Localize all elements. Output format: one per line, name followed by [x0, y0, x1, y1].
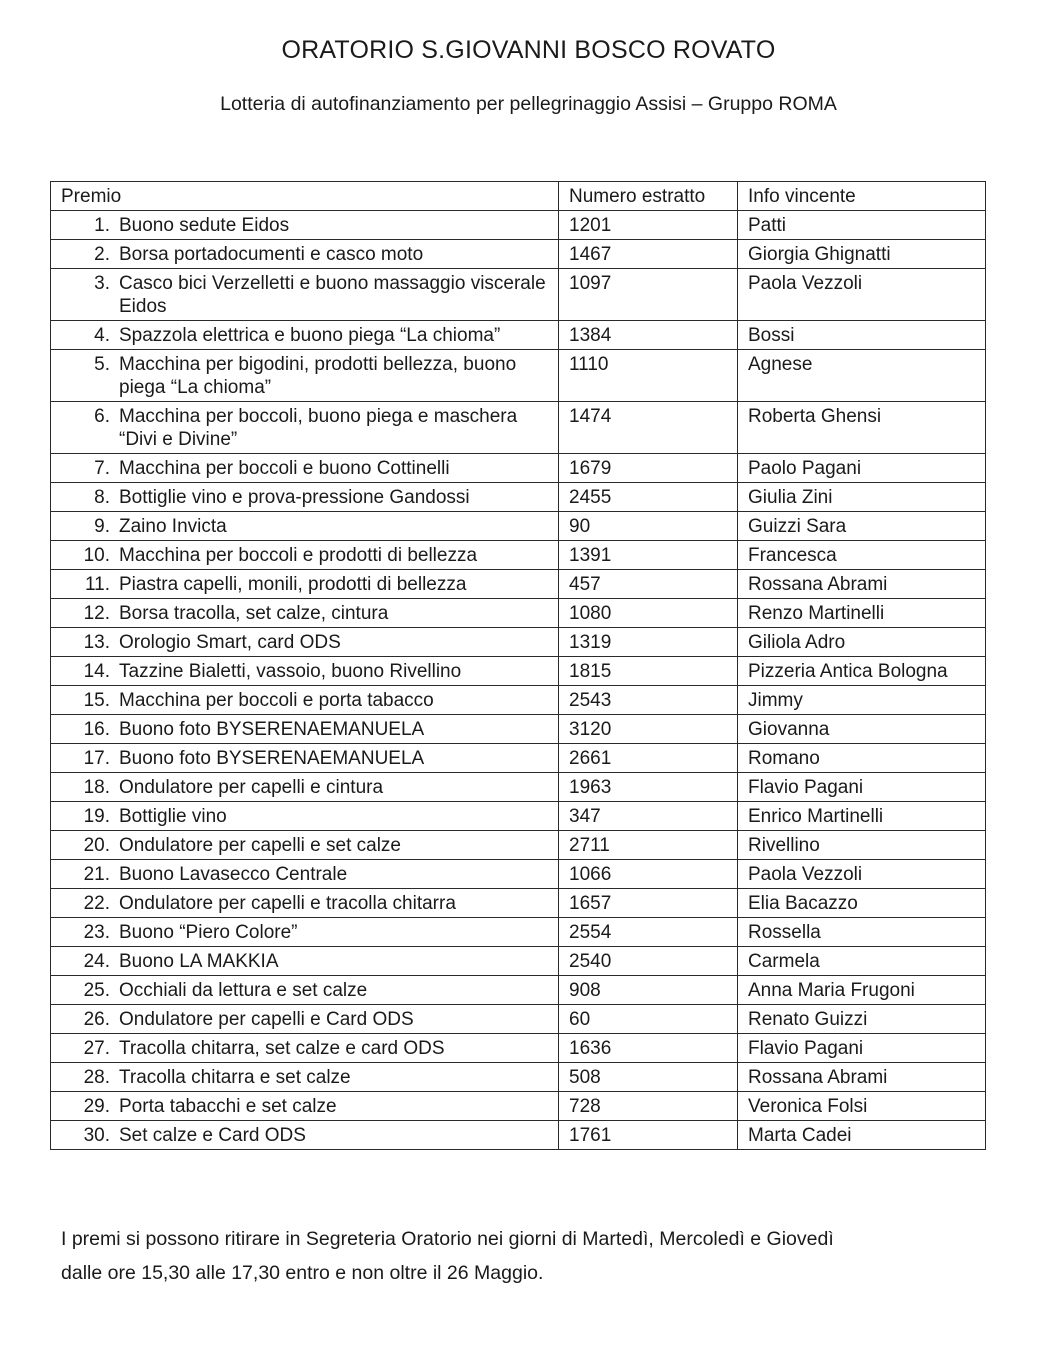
prize-description: Orologio Smart, card ODS	[119, 632, 341, 653]
winner-info-cell: Rossana Abrami	[738, 570, 986, 599]
winner-info-cell: Francesca	[738, 541, 986, 570]
table-row	[51, 599, 986, 628]
prize-cell	[51, 541, 559, 570]
prize-number: 20.	[83, 835, 110, 856]
footer-note	[61, 1222, 1021, 1290]
prize-description: Macchina per boccoli e porta tabacco	[119, 690, 434, 711]
prize-cell	[51, 889, 559, 918]
table-row	[51, 686, 986, 715]
prize-cell	[51, 976, 559, 1005]
prize-number: 6.	[94, 406, 110, 427]
table-row	[51, 831, 986, 860]
prize-cell	[51, 715, 559, 744]
winner-info-cell: Rossana Abrami	[738, 1063, 986, 1092]
prize-description: Buono foto BYSERENAEMANUELA	[119, 748, 425, 769]
drawn-number-cell: 1080	[559, 599, 738, 628]
prize-number: 2.	[94, 244, 110, 265]
drawn-number-cell: 2543	[559, 686, 738, 715]
prize-description: Macchina per boccoli e buono Cottinelli	[119, 458, 450, 479]
prize-number: 9.	[94, 516, 110, 537]
prize-cell	[51, 483, 559, 512]
prize-cell	[51, 402, 559, 454]
prize-description: Macchina per boccoli e prodotti di bellezza	[119, 545, 478, 566]
prize-number: 15.	[83, 690, 110, 711]
prize-number: 11.	[84, 574, 110, 595]
drawn-number-cell: 1636	[559, 1034, 738, 1063]
winner-info-cell: Giulia Zini	[738, 483, 986, 512]
prize-cell	[51, 1005, 559, 1034]
winner-info-cell: Agnese	[738, 350, 986, 402]
table-row	[51, 240, 986, 269]
prize-cell	[51, 1034, 559, 1063]
drawn-number-cell: 90	[559, 512, 738, 541]
winner-info-cell: Paola Vezzoli	[738, 860, 986, 889]
prize-cell	[51, 454, 559, 483]
prize-number: 5.	[94, 354, 110, 375]
prize-description: Borsa portadocumenti e casco moto	[119, 244, 424, 265]
drawn-number-cell: 1761	[559, 1121, 738, 1150]
drawn-number-cell: 1657	[559, 889, 738, 918]
prize-description: Ondulatore per capelli e tracolla chitarra	[119, 893, 456, 914]
prize-number: 22.	[83, 893, 110, 914]
page-subtitle: Lotteria di autofinanziamento per pellegrinaggio Assisi – Gruppo ROMA	[220, 93, 837, 115]
prize-cell	[51, 628, 559, 657]
prize-description: Casco bici Verzelletti e buono massaggio viscerale Eidos	[119, 273, 546, 317]
winner-info-cell: Carmela	[738, 947, 986, 976]
table-row	[51, 350, 986, 402]
table-row	[51, 1063, 986, 1092]
prize-description: Bottiglie vino e prova-pressione Gandossi	[119, 487, 470, 508]
winner-info-cell: Giorgia Ghignatti	[738, 240, 986, 269]
prize-cell	[51, 350, 559, 402]
table-row	[51, 402, 986, 454]
table-row	[51, 269, 986, 321]
table-row	[51, 918, 986, 947]
drawn-number-cell: 1467	[559, 240, 738, 269]
winner-info-cell: Marta Cadei	[738, 1121, 986, 1150]
footer-line-1: I premi si possono ritirare in Segreteria Oratorio nei giorni di Martedì, Mercoledì e Giovedì	[61, 1228, 834, 1250]
drawn-number-cell: 2711	[559, 831, 738, 860]
drawn-number-cell: 508	[559, 1063, 738, 1092]
winner-info-cell: Rossella	[738, 918, 986, 947]
prize-cell	[51, 321, 559, 350]
winner-info-cell: Paolo Pagani	[738, 454, 986, 483]
prize-number: 18.	[83, 777, 110, 798]
prize-number: 19.	[83, 806, 110, 827]
prize-number: 17.	[83, 748, 110, 769]
prize-number: 4.	[94, 325, 110, 346]
prize-cell	[51, 1063, 559, 1092]
prize-cell	[51, 512, 559, 541]
prize-description: Ondulatore per capelli e set calze	[119, 835, 401, 856]
prize-cell	[51, 1121, 559, 1150]
prize-number: 21.	[83, 864, 110, 885]
prize-number: 16.	[83, 719, 110, 740]
prize-description: Buono sedute Eidos	[119, 215, 290, 236]
prize-number: 7.	[94, 458, 110, 479]
prize-description: Buono Lavasecco Centrale	[119, 864, 348, 885]
table-row	[51, 744, 986, 773]
prize-cell	[51, 1092, 559, 1121]
prize-description: Borsa tracolla, set calze, cintura	[119, 603, 389, 624]
drawn-number-cell: 1474	[559, 402, 738, 454]
prize-number: 28.	[83, 1067, 110, 1088]
drawn-number-cell: 1319	[559, 628, 738, 657]
table-row	[51, 512, 986, 541]
winner-info-cell: Enrico Martinelli	[738, 802, 986, 831]
drawn-number-cell: 908	[559, 976, 738, 1005]
drawn-number-cell: 347	[559, 802, 738, 831]
prize-description: Tracolla chitarra e set calze	[119, 1067, 351, 1088]
winner-info-cell: Giovanna	[738, 715, 986, 744]
prize-description: Macchina per bigodini, prodotti bellezza, buono piega “La chioma”	[119, 354, 517, 398]
drawn-number-cell: 1066	[559, 860, 738, 889]
prize-cell	[51, 860, 559, 889]
table-row	[51, 1034, 986, 1063]
prize-cell	[51, 802, 559, 831]
table-row	[51, 321, 986, 350]
winner-info-cell: Patti	[738, 211, 986, 240]
prize-table	[50, 181, 986, 1150]
prize-number: 14.	[83, 661, 110, 682]
table-row	[51, 570, 986, 599]
winner-info-cell: Flavio Pagani	[738, 1034, 986, 1063]
prize-description: Tracolla chitarra, set calze e card ODS	[119, 1038, 445, 1059]
footer-line-2: dalle ore 15,30 alle 17,30 entro e non oltre il 26 Maggio.	[61, 1262, 544, 1284]
table-row	[51, 541, 986, 570]
prize-description: Ondulatore per capelli e Card ODS	[119, 1009, 414, 1030]
winner-info-cell: Giliola Adro	[738, 628, 986, 657]
prize-description: Zaino Invicta	[119, 516, 227, 537]
prize-number: 29.	[83, 1096, 110, 1117]
prize-number: 10.	[83, 545, 110, 566]
drawn-number-cell: 2455	[559, 483, 738, 512]
table-row	[51, 628, 986, 657]
table-body	[51, 211, 986, 1150]
prize-number: 3.	[94, 273, 110, 294]
table-row	[51, 1121, 986, 1150]
prize-description: Set calze e Card ODS	[119, 1125, 306, 1146]
prize-number: 8.	[94, 487, 110, 508]
drawn-number-cell: 1110	[559, 350, 738, 402]
prize-description: Ondulatore per capelli e cintura	[119, 777, 384, 798]
table-row	[51, 860, 986, 889]
drawn-number-cell: 1201	[559, 211, 738, 240]
prize-number: 1.	[94, 215, 110, 236]
drawn-number-cell: 3120	[559, 715, 738, 744]
prize-description: Bottiglie vino	[119, 806, 227, 827]
prize-description: Macchina per boccoli, buono piega e maschera “Divi e Divine”	[119, 406, 518, 450]
prize-description: Piastra capelli, monili, prodotti di bellezza	[119, 574, 467, 595]
drawn-number-cell: 1963	[559, 773, 738, 802]
page-title: ORATORIO S.GIOVANNI BOSCO ROVATO	[281, 36, 776, 64]
winner-info-cell: Roberta Ghensi	[738, 402, 986, 454]
prize-description: Buono “Piero Colore”	[119, 922, 298, 943]
winner-info-cell: Renzo Martinelli	[738, 599, 986, 628]
prize-cell	[51, 831, 559, 860]
prize-cell	[51, 686, 559, 715]
winner-info-cell: Pizzeria Antica Bologna	[738, 657, 986, 686]
table-header-row	[51, 182, 986, 211]
table-row	[51, 483, 986, 512]
prize-cell	[51, 773, 559, 802]
table-row	[51, 657, 986, 686]
prize-cell	[51, 570, 559, 599]
winner-info-cell: Bossi	[738, 321, 986, 350]
column-header-premio: Premio	[51, 182, 559, 211]
column-header-info: Info vincente	[738, 182, 986, 211]
prize-description: Tazzine Bialetti, vassoio, buono Rivellino	[119, 661, 462, 682]
winner-info-cell: Jimmy	[738, 686, 986, 715]
prize-description: Spazzola elettrica e buono piega “La chioma”	[119, 325, 501, 346]
prize-cell	[51, 657, 559, 686]
prize-cell	[51, 269, 559, 321]
drawn-number-cell: 728	[559, 1092, 738, 1121]
prize-cell	[51, 744, 559, 773]
winner-info-cell: Paola Vezzoli	[738, 269, 986, 321]
table-row	[51, 802, 986, 831]
prize-number: 27.	[83, 1038, 110, 1059]
drawn-number-cell: 457	[559, 570, 738, 599]
winner-info-cell: Flavio Pagani	[738, 773, 986, 802]
column-header-numero: Numero estratto	[559, 182, 738, 211]
drawn-number-cell: 2540	[559, 947, 738, 976]
winner-info-cell: Romano	[738, 744, 986, 773]
prize-description: Buono foto BYSERENAEMANUELA	[119, 719, 425, 740]
drawn-number-cell: 60	[559, 1005, 738, 1034]
drawn-number-cell: 1679	[559, 454, 738, 483]
table-row	[51, 947, 986, 976]
winner-info-cell: Rivellino	[738, 831, 986, 860]
table-row	[51, 889, 986, 918]
winner-info-cell: Veronica Folsi	[738, 1092, 986, 1121]
winner-info-cell: Guizzi Sara	[738, 512, 986, 541]
prize-cell	[51, 947, 559, 976]
drawn-number-cell: 1384	[559, 321, 738, 350]
prize-number: 26.	[83, 1009, 110, 1030]
table-row	[51, 976, 986, 1005]
table-row	[51, 773, 986, 802]
prize-number: 25.	[83, 980, 110, 1001]
drawn-number-cell: 2554	[559, 918, 738, 947]
drawn-number-cell: 1391	[559, 541, 738, 570]
winner-info-cell: Elia Bacazzo	[738, 889, 986, 918]
prize-cell	[51, 211, 559, 240]
prize-description: Porta tabacchi e set calze	[119, 1096, 337, 1117]
winner-info-cell: Anna Maria Frugoni	[738, 976, 986, 1005]
table-row	[51, 715, 986, 744]
drawn-number-cell: 2661	[559, 744, 738, 773]
prize-number: 23.	[83, 922, 110, 943]
prize-cell	[51, 240, 559, 269]
table-row	[51, 211, 986, 240]
prize-cell	[51, 918, 559, 947]
prize-number: 13.	[83, 632, 110, 653]
table-row	[51, 1005, 986, 1034]
prize-number: 12.	[83, 603, 110, 624]
prize-cell	[51, 599, 559, 628]
prize-number: 24.	[83, 951, 110, 972]
prize-description: Buono LA MAKKIA	[119, 951, 279, 972]
table-row	[51, 1092, 986, 1121]
table-row	[51, 454, 986, 483]
winner-info-cell: Renato Guizzi	[738, 1005, 986, 1034]
prize-number: 30.	[83, 1125, 110, 1146]
prize-description: Occhiali da lettura e set calze	[119, 980, 368, 1001]
drawn-number-cell: 1097	[559, 269, 738, 321]
drawn-number-cell: 1815	[559, 657, 738, 686]
